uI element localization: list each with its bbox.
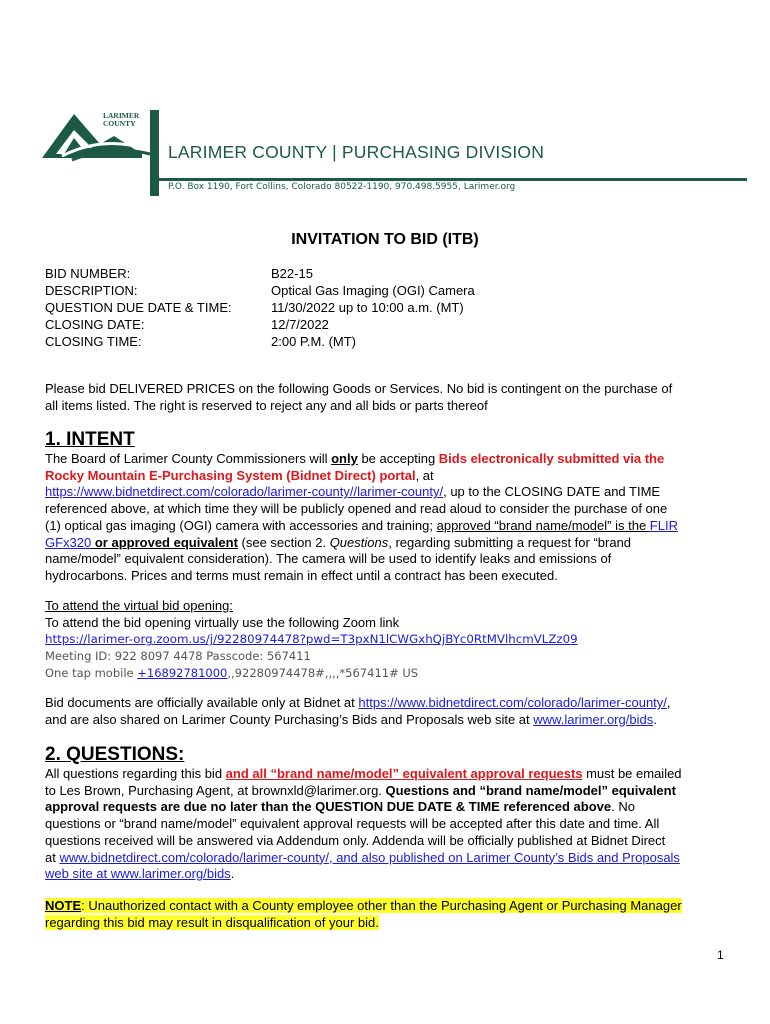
- tap-phone-link[interactable]: +16892781000: [137, 665, 228, 680]
- flir-link[interactable]: FLIR: [649, 517, 678, 533]
- org-title: LARIMER COUNTY | PURCHASING DIVISION: [168, 142, 545, 162]
- bidnet-questions-link[interactable]: www.bidnetdirect.com/colorado/larimer-county/, and also published on Larimer County’s Bids and Proposals: [59, 849, 680, 865]
- header-vertical-bar: [150, 110, 159, 196]
- field-label-question-due: QUESTION DUE DATE & TIME:: [45, 300, 232, 315]
- field-label-closing-time: CLOSING TIME:: [45, 334, 142, 349]
- field-value-closing-time: 2:00 P.M. (MT): [271, 334, 357, 349]
- bidnet-link[interactable]: https://www.bidnetdirect.com/colorado/larimer-county//larimer-county/: [45, 484, 444, 500]
- section-questions-heading: 2. QUESTIONS:: [45, 744, 185, 765]
- page-number: 1: [717, 948, 724, 962]
- logo-wordmark: LARIMER COUNTY: [103, 111, 140, 128]
- section-intent-heading: 1. INTENT: [45, 429, 135, 450]
- meeting-id: Meeting ID: 922 8097 4478 Passcode: 567411: [45, 649, 311, 664]
- larimer-bids-link[interactable]: www.larimer.org/bids: [533, 711, 654, 727]
- field-value-closing-date: 12/7/2022: [271, 317, 329, 332]
- questions-paragraph: All questions regarding this bid and all “brand name/model” equivalent approval requests must be emailed to Les Brown, Purchasing Agent, at brownxld@larimer.org. Questions and “brand name/model” equivalent approval requests are due no later than the QUESTION DUE DATE & TIME referenced above. No questions or “brand name/model” equivalent approval requests will be accepted after this date and time. All questions received will be answered via Addendum only. Addenda will be officially published at Bidnet Direct at www.bidnetdirect.com/colorado/larimer-county/, and also published on Larimer County’s Bids and Proposals web site at www.larimer.org/bids.: [45, 766, 682, 882]
- note-paragraph: NOTE: Unauthorized contact with a County employee other than the Purchasing Agent or Purchasing Manager regarding this bid may result in disqualification of your bid.: [45, 898, 682, 930]
- field-label-bid-number: BID NUMBER:: [45, 266, 131, 281]
- field-label-closing-date: CLOSING DATE:: [45, 317, 145, 332]
- larimer-bids-link-2[interactable]: web site at www.larimer.org/bids: [45, 866, 231, 882]
- intro-paragraph: Please bid DELIVERED PRICES on the following Goods or Services. No bid is contingent on the purchase of all items listed. The right is reserved to reject any and all bids or parts thereof: [45, 381, 673, 413]
- intent-paragraph: The Board of Larimer County Commissioners will only be accepting Bids electronically submitted via the Rocky Mountain E-Purchasing System (Bidnet Direct) portal, at https://www.bidnetdirect.com/colorado/larimer-county//larimer-county/, up to the CLOSING DATE and TIME referenced above, at which time they will be publicly opened and read aloud to consider the purchase of one (1) optical gas imaging (OGI) camera with accessories and training; approved “brand name/model” is the FLIR GFx320 or approved equivalent (see section 2. Questions, regarding submitting a request for “brand name/model” equivalent consideration). The camera will be used to identify leaks and emissions of hydrocarbons. Prices and terms must remain in effect until a contract has been executed.: [45, 451, 678, 583]
- bidnet-docs-link[interactable]: https://www.bidnetdirect.com/colorado/larimer-county/: [358, 695, 667, 710]
- org-address: P.O. Box 1190, Fort Collins, Colorado 80522-1190, 970.498.5955, Larimer.org: [168, 182, 516, 192]
- document-title: INVITATION TO BID (ITB): [291, 231, 479, 248]
- bid-docs-paragraph: Bid documents are officially available only at Bidnet at https://www.bidnetdirect.com/colorado/larimer-county/, and are also shared on Larimer County Purchasing’s Bids and Proposals web site at www.larimer.org/bids.: [45, 695, 671, 727]
- field-value-bid-number: B22-15: [271, 266, 313, 281]
- field-value-question-due: 11/30/2022 up to 10:00 a.m. (MT): [271, 300, 464, 315]
- virtual-opening: To attend the virtual bid opening: To attend the bid opening virtually use the following Zoom link https://larimer-org.zoom.us/j/92280974478?pwd=T3pxN1lCWGxhQjBYc0RtMVlhcmVLZz09 Meeting ID: 922 8097 4478 Passcode: 567411 One tap mobile +16892781000,,92280974478#,,,,*567411# US: [45, 598, 735, 682]
- field-label-description: DESCRIPTION:: [45, 283, 138, 298]
- header-divider: [150, 178, 747, 181]
- gfx320-link[interactable]: GFx320: [45, 534, 92, 550]
- zoom-link[interactable]: https://larimer-org.zoom.us/j/92280974478?pwd=T3pxN1lCWGxhQjBYc0RtMVlhcmVLZz09: [45, 632, 578, 647]
- field-value-description: Optical Gas Imaging (OGI) Camera: [271, 283, 475, 298]
- virtual-heading: To attend the virtual bid opening:: [45, 598, 233, 613]
